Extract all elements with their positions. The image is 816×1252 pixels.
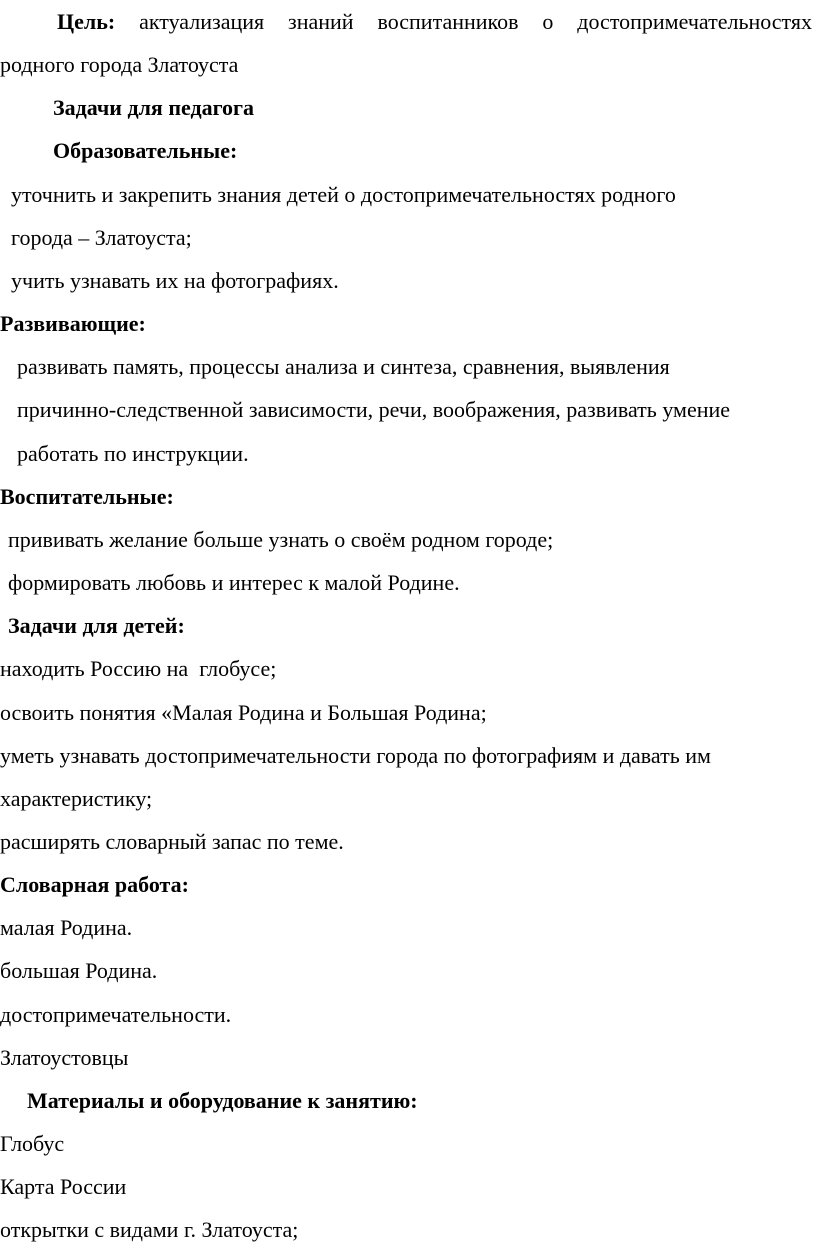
materials-heading: Материалы и оборудование к занятию: <box>27 1087 418 1113</box>
upbringing-task-line: формировать любовь и интерес к малой Родине. <box>8 570 460 596</box>
tasks-for-teacher-heading: Задачи для педагога <box>53 95 255 121</box>
children-task-line: характеристику; <box>0 785 153 811</box>
vocabulary-item-line: большая Родина. <box>0 958 158 984</box>
developmental-task-line: причинно-следственной зависимости, речи, воображения, развивать умение <box>17 397 731 423</box>
developmental-task-line: развивать память, процессы анализа и синтеза, сравнения, выявления <box>17 354 670 380</box>
goal-line-continuation: родного города Златоуста <box>0 52 239 78</box>
vocabulary-item-line: Златоустовцы <box>0 1044 129 1070</box>
material-item-line: Карта России <box>0 1174 127 1200</box>
educational-task-line: города – Златоуста; <box>11 224 192 250</box>
vocabulary-work-heading: Словарная работа: <box>0 872 189 898</box>
educational-task-line: уточнить и закрепить знания детей о достопримечательностях родного <box>11 181 676 207</box>
children-task-line: расширять словарный запас по теме. <box>0 828 344 854</box>
upbringing-task-line: прививать желание больше узнать о своём родном городе; <box>8 526 554 552</box>
tasks-for-children-heading: Задачи для детей: <box>8 613 185 639</box>
developmental-task-line: работать по инструкции. <box>17 440 249 466</box>
developmental-tasks-heading: Развивающие: <box>0 311 146 337</box>
vocabulary-item-line: достопримечательности. <box>0 1001 232 1027</box>
educational-tasks-heading: Образовательные: <box>53 138 238 164</box>
material-item-line: открытки с видами г. Златоуста; <box>0 1217 299 1243</box>
goal-line <box>0 0 816 43</box>
goal-label: Цель: <box>57 9 116 34</box>
material-item-line: Глобус <box>0 1131 65 1157</box>
goal-text: актуализация знаний воспитанников о достопримечательностях <box>139 9 813 34</box>
upbringing-tasks-heading: Воспитательные: <box>0 483 174 509</box>
educational-task-line: учить узнавать их на фотографиях. <box>11 267 339 293</box>
children-task-line: освоить понятия «Малая Родина и Большая Родина; <box>0 699 487 725</box>
children-task-line: находить Россию на глобусе; <box>0 656 277 682</box>
vocabulary-item-line: малая Родина. <box>0 915 133 941</box>
children-task-line: уметь узнавать достопримечательности города по фотографиям и давать им <box>0 742 711 768</box>
